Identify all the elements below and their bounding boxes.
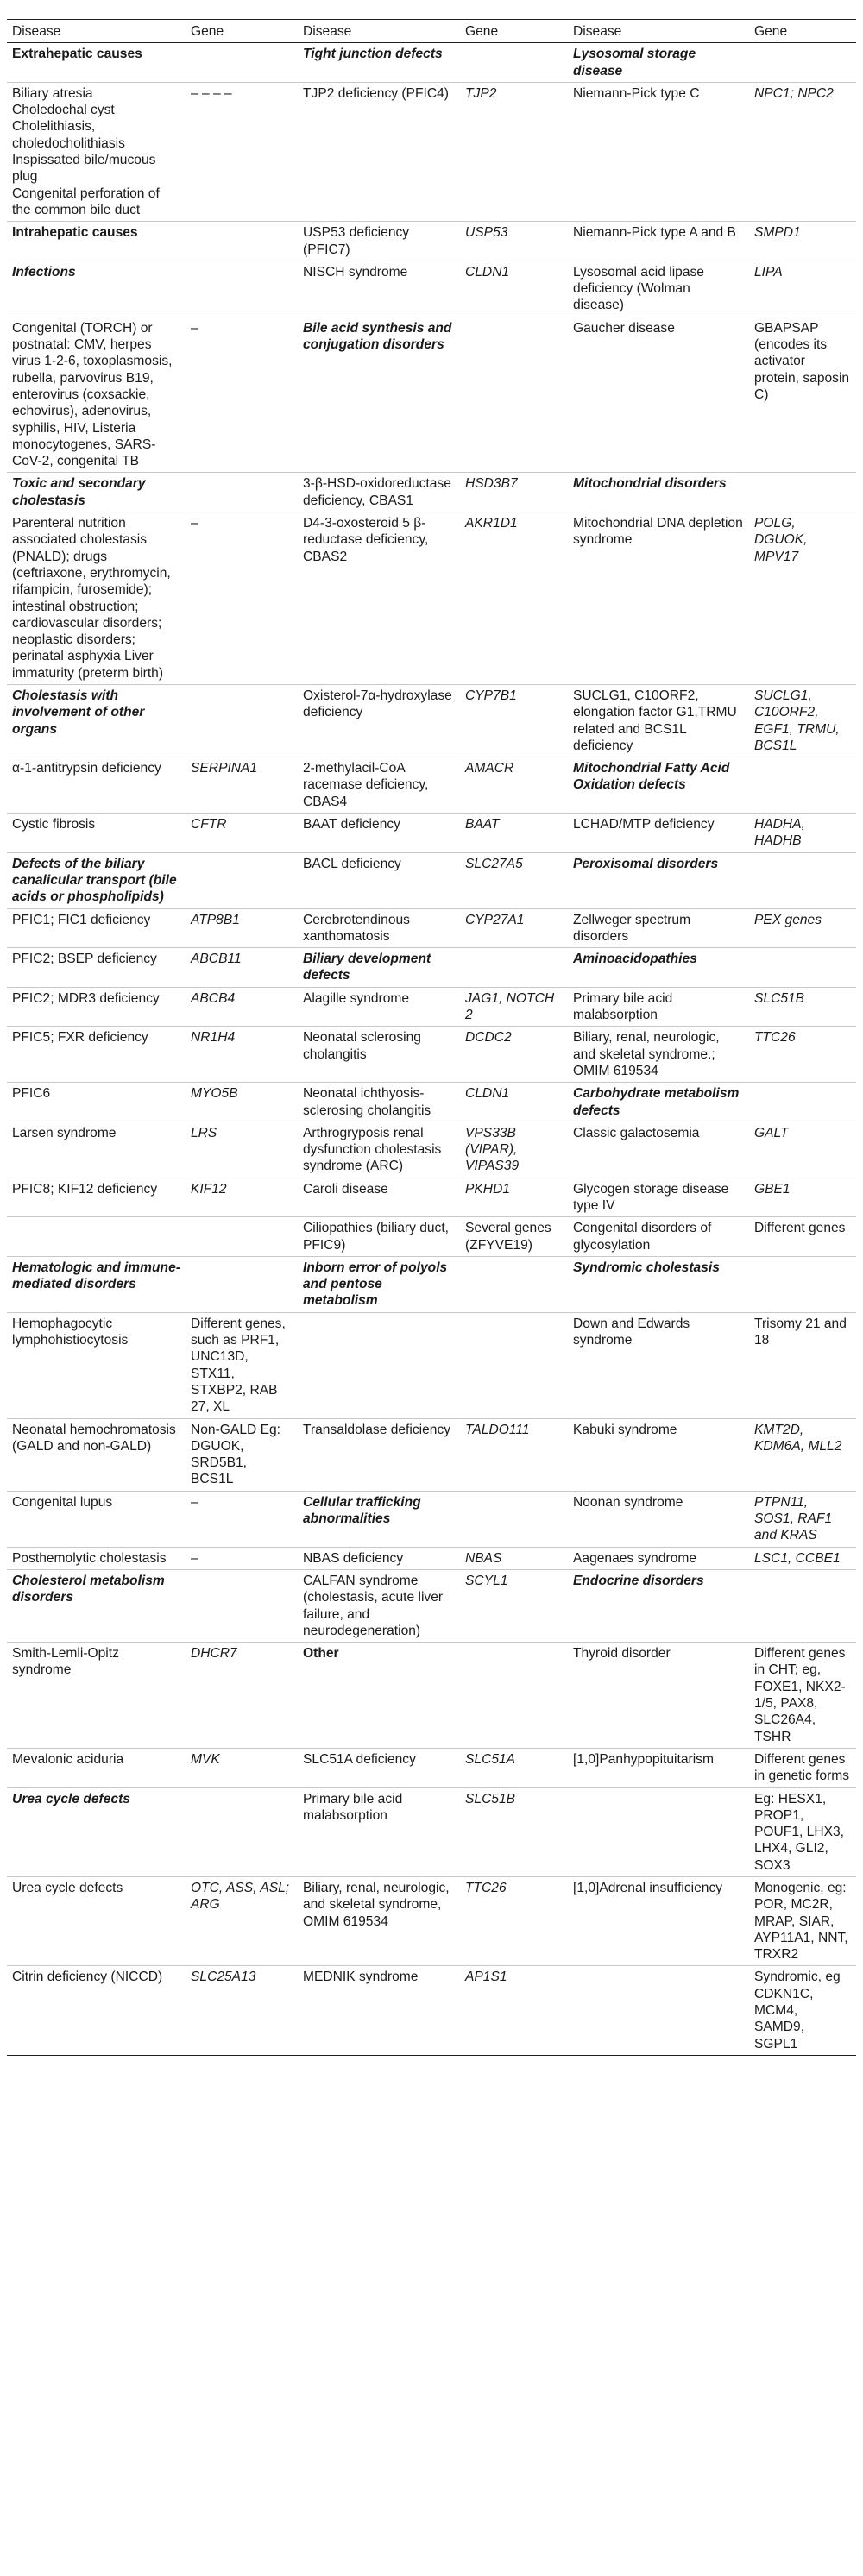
header-disease-1: Disease bbox=[7, 20, 186, 43]
cell-disease-3: Peroxisomal disorders bbox=[568, 852, 749, 908]
cell-disease-1: Cholesterol metabolism disorders bbox=[7, 1569, 186, 1642]
cell-disease-1: Urea cycle defects bbox=[7, 1787, 186, 1876]
cell-gene-2: CYP27A1 bbox=[460, 908, 568, 948]
cell-disease-3: Noonan syndrome bbox=[568, 1491, 749, 1547]
cell-gene-1 bbox=[186, 1569, 298, 1642]
cell-gene-2: AP1S1 bbox=[460, 1966, 568, 2055]
cell-disease-3: SUCLG1, C10ORF2, elongation factor G1,TRMU related and BCS1L deficiency bbox=[568, 684, 749, 757]
cell-gene-3: TTC26 bbox=[749, 1027, 856, 1083]
cell-disease-3: Carbohydrate metabolism defects bbox=[568, 1083, 749, 1122]
cell-gene-1 bbox=[186, 43, 298, 83]
cell-disease-1: Neonatal hemochromatosis (GALD and non-GALD) bbox=[7, 1418, 186, 1491]
cell-gene-3 bbox=[749, 1083, 856, 1122]
cell-disease-1: Parenteral nutrition associated cholestasis (PNALD); drugs (ceftriaxone, erythromycin, rifampicin, furosemide); intestinal obstruction; cardiovascular disorders; neoplastic disorders; perinatal asphyxia Liver immaturity (preterm birth) bbox=[7, 512, 186, 685]
cell-gene-3 bbox=[749, 852, 856, 908]
cell-gene-1: Different genes, such as PRF1, UNC13D, STX11, STXBP2, RAB 27, XL bbox=[186, 1312, 298, 1418]
cell-disease-1: PFIC8; KIF12 deficiency bbox=[7, 1178, 186, 1217]
cell-gene-3: GALT bbox=[749, 1122, 856, 1178]
table-row bbox=[7, 1491, 856, 1547]
table-row bbox=[7, 852, 856, 908]
cell-disease-2: MEDNIK syndrome bbox=[298, 1966, 460, 2055]
cell-gene-2: USP53 bbox=[460, 222, 568, 261]
cell-gene-3: SLC51B bbox=[749, 987, 856, 1027]
cell-gene-1: – bbox=[186, 512, 298, 685]
cell-gene-2: HSD3B7 bbox=[460, 473, 568, 512]
cell-disease-2: SLC51A deficiency bbox=[298, 1748, 460, 1787]
table-row bbox=[7, 317, 856, 473]
cell-gene-1: – – – – bbox=[186, 82, 298, 221]
cell-gene-2: AMACR bbox=[460, 757, 568, 814]
header-disease-2: Disease bbox=[298, 20, 460, 43]
cell-gene-1: ABCB11 bbox=[186, 948, 298, 988]
cell-gene-3: GBAPSAP (encodes its activator protein, saposin C) bbox=[749, 317, 856, 473]
cell-disease-3: [1,0]Panhypopituitarism bbox=[568, 1748, 749, 1787]
cell-disease-2: Arthrogryposis renal dysfunction cholestasis syndrome (ARC) bbox=[298, 1122, 460, 1178]
header-row bbox=[7, 20, 856, 43]
cell-disease-3: Thyroid disorder bbox=[568, 1643, 749, 1749]
cell-gene-2 bbox=[460, 1312, 568, 1418]
table-row bbox=[7, 1256, 856, 1312]
table-row bbox=[7, 814, 856, 853]
table-row bbox=[7, 82, 856, 221]
cell-gene-1 bbox=[186, 852, 298, 908]
cell-disease-3: Lysosomal acid lipase deficiency (Wolman disease) bbox=[568, 261, 749, 317]
table-row bbox=[7, 1122, 856, 1178]
cell-gene-1 bbox=[186, 222, 298, 261]
cell-gene-3: SMPD1 bbox=[749, 222, 856, 261]
cell-disease-2: Primary bile acid malabsorption bbox=[298, 1787, 460, 1876]
cell-gene-3: Trisomy 21 and 18 bbox=[749, 1312, 856, 1418]
cell-gene-3: PEX genes bbox=[749, 908, 856, 948]
cell-gene-1: SLC25A13 bbox=[186, 1966, 298, 2055]
cell-gene-3 bbox=[749, 948, 856, 988]
cell-disease-2: D4-3-oxosteroid 5 β-reductase deficiency, CBAS2 bbox=[298, 512, 460, 685]
cell-gene-3: Different genes bbox=[749, 1217, 856, 1257]
cell-gene-1 bbox=[186, 1217, 298, 1257]
cell-disease-3: LCHAD/MTP deficiency bbox=[568, 814, 749, 853]
cell-gene-1: DHCR7 bbox=[186, 1643, 298, 1749]
cell-disease-3: Mitochondrial Fatty Acid Oxidation defects bbox=[568, 757, 749, 814]
cell-disease-3: Aagenaes syndrome bbox=[568, 1547, 749, 1569]
cell-disease-2: 3-β-HSD-oxidoreductase deficiency, CBAS1 bbox=[298, 473, 460, 512]
table-row bbox=[7, 1217, 856, 1257]
table-row bbox=[7, 1312, 856, 1418]
cell-disease-1: Smith-Lemli-Opitz syndrome bbox=[7, 1643, 186, 1749]
disease-gene-table bbox=[7, 19, 856, 2056]
cell-gene-3: Syndromic, eg CDKN1C, MCM4, SAMD9, SGPL1 bbox=[749, 1966, 856, 2055]
cell-gene-3 bbox=[749, 757, 856, 814]
cell-gene-1: KIF12 bbox=[186, 1178, 298, 1217]
table-row bbox=[7, 1643, 856, 1749]
table-row bbox=[7, 222, 856, 261]
cell-gene-2 bbox=[460, 43, 568, 83]
cell-disease-1: Defects of the biliary canalicular transport (bile acids or phospholipids) bbox=[7, 852, 186, 908]
cell-gene-2: TJP2 bbox=[460, 82, 568, 221]
cell-gene-1 bbox=[186, 1787, 298, 1876]
cell-gene-2: PKHD1 bbox=[460, 1178, 568, 1217]
cell-gene-1: MVK bbox=[186, 1748, 298, 1787]
cell-gene-3: SUCLG1, C10ORF2, EGF1, TRMU, BCS1L bbox=[749, 684, 856, 757]
cell-disease-2: Alagille syndrome bbox=[298, 987, 460, 1027]
cell-disease-2: Cellular trafficking abnormalities bbox=[298, 1491, 460, 1547]
cell-disease-3 bbox=[568, 1966, 749, 2055]
cell-gene-2: CLDN1 bbox=[460, 261, 568, 317]
cell-disease-1: Urea cycle defects bbox=[7, 1876, 186, 1965]
cell-gene-2: SLC51A bbox=[460, 1748, 568, 1787]
cell-gene-2: SCYL1 bbox=[460, 1569, 568, 1642]
cell-gene-1: ABCB4 bbox=[186, 987, 298, 1027]
cell-gene-2: CYP7B1 bbox=[460, 684, 568, 757]
cell-gene-3 bbox=[749, 1569, 856, 1642]
cell-disease-3: Zellweger spectrum disorders bbox=[568, 908, 749, 948]
cell-gene-1: OTC, ASS, ASL; ARG bbox=[186, 1876, 298, 1965]
table-row bbox=[7, 1027, 856, 1083]
cell-disease-3: Classic galactosemia bbox=[568, 1122, 749, 1178]
cell-gene-2 bbox=[460, 948, 568, 988]
cell-gene-3: Monogenic, eg: POR, MC2R, MRAP, SIAR, AYP11A1, NNT, TRXR2 bbox=[749, 1876, 856, 1965]
cell-gene-1 bbox=[186, 1256, 298, 1312]
table-row bbox=[7, 948, 856, 988]
cell-gene-1: CFTR bbox=[186, 814, 298, 853]
cell-disease-1: PFIC6 bbox=[7, 1083, 186, 1122]
table-row bbox=[7, 1418, 856, 1491]
table-row bbox=[7, 43, 856, 83]
cell-disease-2: 2-methylacil-CoA racemase deficiency, CBAS4 bbox=[298, 757, 460, 814]
cell-disease-3: Primary bile acid malabsorption bbox=[568, 987, 749, 1027]
cell-disease-3: Endocrine disorders bbox=[568, 1569, 749, 1642]
cell-disease-1: Extrahepatic causes bbox=[7, 43, 186, 83]
cell-disease-2: Bile acid synthesis and conjugation disorders bbox=[298, 317, 460, 473]
cell-gene-1: MYO5B bbox=[186, 1083, 298, 1122]
cell-disease-3: Mitochondrial DNA depletion syndrome bbox=[568, 512, 749, 685]
cell-disease-2: Biliary development defects bbox=[298, 948, 460, 988]
cell-gene-2 bbox=[460, 1491, 568, 1547]
cell-disease-2: Neonatal sclerosing cholangitis bbox=[298, 1027, 460, 1083]
cell-disease-3: Biliary, renal, neurologic, and skeletal syndrome.; OMIM 619534 bbox=[568, 1027, 749, 1083]
cell-disease-1: Cystic fibrosis bbox=[7, 814, 186, 853]
table-row bbox=[7, 1569, 856, 1642]
cell-gene-3 bbox=[749, 1256, 856, 1312]
cell-disease-1: Hematologic and immune-mediated disorders bbox=[7, 1256, 186, 1312]
cell-disease-2: Cerebrotendinous xanthomatosis bbox=[298, 908, 460, 948]
cell-gene-2 bbox=[460, 317, 568, 473]
cell-disease-1: Toxic and secondary cholestasis bbox=[7, 473, 186, 512]
cell-disease-3: Niemann-Pick type C bbox=[568, 82, 749, 221]
cell-gene-1 bbox=[186, 261, 298, 317]
cell-disease-2: Tight junction defects bbox=[298, 43, 460, 83]
cell-disease-1: Mevalonic aciduria bbox=[7, 1748, 186, 1787]
cell-gene-2: BAAT bbox=[460, 814, 568, 853]
cell-disease-1: Posthemolytic cholestasis bbox=[7, 1547, 186, 1569]
cell-gene-2: SLC27A5 bbox=[460, 852, 568, 908]
cell-gene-3: KMT2D, KDM6A, MLL2 bbox=[749, 1418, 856, 1491]
table-row bbox=[7, 1966, 856, 2055]
cell-gene-1: NR1H4 bbox=[186, 1027, 298, 1083]
table-row bbox=[7, 987, 856, 1027]
cell-disease-2: Transaldolase deficiency bbox=[298, 1418, 460, 1491]
cell-disease-1: PFIC2; MDR3 deficiency bbox=[7, 987, 186, 1027]
cell-gene-3 bbox=[749, 473, 856, 512]
table-row bbox=[7, 1748, 856, 1787]
cell-gene-3: POLG, DGUOK, MPV17 bbox=[749, 512, 856, 685]
table-row bbox=[7, 908, 856, 948]
cell-disease-2: Other bbox=[298, 1643, 460, 1749]
cell-gene-2: VPS33B (VIPAR), VIPAS39 bbox=[460, 1122, 568, 1178]
cell-disease-1: Infections bbox=[7, 261, 186, 317]
cell-gene-1: – bbox=[186, 1547, 298, 1569]
cell-disease-1: PFIC5; FXR deficiency bbox=[7, 1027, 186, 1083]
cell-disease-3: Glycogen storage disease type IV bbox=[568, 1178, 749, 1217]
table-row bbox=[7, 261, 856, 317]
cell-disease-1: Citrin deficiency (NICCD) bbox=[7, 1966, 186, 2055]
header-gene-1: Gene bbox=[186, 20, 298, 43]
cell-disease-3: Congenital disorders of glycosylation bbox=[568, 1217, 749, 1257]
table-row bbox=[7, 1083, 856, 1122]
table-row bbox=[7, 1547, 856, 1569]
table-row bbox=[7, 757, 856, 814]
cell-gene-2: TALDO111 bbox=[460, 1418, 568, 1491]
table-row bbox=[7, 684, 856, 757]
cell-disease-3: Aminoacidopathies bbox=[568, 948, 749, 988]
cell-disease-3 bbox=[568, 1787, 749, 1876]
cell-gene-3: PTPN11, SOS1, RAF1 and KRAS bbox=[749, 1491, 856, 1547]
cell-disease-1: Cholestasis with involvement of other organs bbox=[7, 684, 186, 757]
cell-disease-2: BACL deficiency bbox=[298, 852, 460, 908]
cell-disease-1 bbox=[7, 1217, 186, 1257]
cell-gene-2: AKR1D1 bbox=[460, 512, 568, 685]
cell-gene-2 bbox=[460, 1643, 568, 1749]
cell-gene-1: SERPINA1 bbox=[186, 757, 298, 814]
table-row bbox=[7, 1876, 856, 1965]
cell-gene-2: CLDN1 bbox=[460, 1083, 568, 1122]
cell-gene-3: LIPA bbox=[749, 261, 856, 317]
cell-gene-2: Several genes (ZFYVE19) bbox=[460, 1217, 568, 1257]
cell-disease-2: Ciliopathies (biliary duct, PFIC9) bbox=[298, 1217, 460, 1257]
cell-disease-1: α-1-antitrypsin deficiency bbox=[7, 757, 186, 814]
table-body bbox=[7, 43, 856, 2056]
cell-gene-2: NBAS bbox=[460, 1547, 568, 1569]
cell-gene-3: Different genes in genetic forms bbox=[749, 1748, 856, 1787]
cell-gene-3: Eg: HESX1, PROP1, POUF1, LHX3, LHX4, GLI2, SOX3 bbox=[749, 1787, 856, 1876]
cell-gene-1: ATP8B1 bbox=[186, 908, 298, 948]
header-disease-3: Disease bbox=[568, 20, 749, 43]
cell-disease-3: Kabuki syndrome bbox=[568, 1418, 749, 1491]
cell-disease-1: Congenital (TORCH) or postnatal: CMV, herpes virus 1-2-6, toxoplasmosis, rubella, parvovirus B19, enterovirus (coxsackie, echovirus), adenovirus, syphilis, HIV, Listeria monocytogenes, SARS-CoV-2, congenital TB bbox=[7, 317, 186, 473]
cell-disease-2: BAAT deficiency bbox=[298, 814, 460, 853]
cell-disease-2: NBAS deficiency bbox=[298, 1547, 460, 1569]
cell-disease-2: Caroli disease bbox=[298, 1178, 460, 1217]
cell-gene-1: – bbox=[186, 1491, 298, 1547]
table-row bbox=[7, 512, 856, 685]
cell-disease-2: Inborn error of polyols and pentose metabolism bbox=[298, 1256, 460, 1312]
table-row bbox=[7, 1787, 856, 1876]
cell-disease-2 bbox=[298, 1312, 460, 1418]
cell-gene-1: LRS bbox=[186, 1122, 298, 1178]
cell-disease-1: Larsen syndrome bbox=[7, 1122, 186, 1178]
cell-disease-2: Biliary, renal, neurologic, and skeletal syndrome, OMIM 619534 bbox=[298, 1876, 460, 1965]
cell-disease-3: Gaucher disease bbox=[568, 317, 749, 473]
cell-gene-2: JAG1, NOTCH 2 bbox=[460, 987, 568, 1027]
cell-disease-1: Congenital lupus bbox=[7, 1491, 186, 1547]
cell-gene-1: – bbox=[186, 317, 298, 473]
cell-gene-3: Different genes in CHT; eg, FOXE1, NKX2-1/5, PAX8, SLC26A4, TSHR bbox=[749, 1643, 856, 1749]
cell-gene-1: Non-GALD Eg: DGUOK, SRD5B1, BCS1L bbox=[186, 1418, 298, 1491]
header-gene-2: Gene bbox=[460, 20, 568, 43]
cell-gene-2: DCDC2 bbox=[460, 1027, 568, 1083]
cell-gene-2 bbox=[460, 1256, 568, 1312]
header-gene-3: Gene bbox=[749, 20, 856, 43]
cell-disease-2: Neonatal ichthyosis-sclerosing cholangitis bbox=[298, 1083, 460, 1122]
cell-disease-1: Hemophagocytic lymphohistiocytosis bbox=[7, 1312, 186, 1418]
cell-gene-3: GBE1 bbox=[749, 1178, 856, 1217]
cell-disease-3: Down and Edwards syndrome bbox=[568, 1312, 749, 1418]
cell-disease-2: CALFAN syndrome (cholestasis, acute liver failure, and neurodegeneration) bbox=[298, 1569, 460, 1642]
cell-disease-3: Lysosomal storage disease bbox=[568, 43, 749, 83]
cell-gene-2: TTC26 bbox=[460, 1876, 568, 1965]
cell-disease-2: NISCH syndrome bbox=[298, 261, 460, 317]
cell-disease-3: Niemann-Pick type A and B bbox=[568, 222, 749, 261]
table-row bbox=[7, 473, 856, 512]
cell-disease-1: Biliary atresia Choledochal cyst Cholelithiasis, choledocholithiasis Inspissated bile/mucous plug Congenital perforation of the common bile duct bbox=[7, 82, 186, 221]
cell-gene-3: NPC1; NPC2 bbox=[749, 82, 856, 221]
cell-gene-2: SLC51B bbox=[460, 1787, 568, 1876]
cell-gene-3 bbox=[749, 43, 856, 83]
cell-gene-1 bbox=[186, 684, 298, 757]
cell-disease-1: PFIC1; FIC1 deficiency bbox=[7, 908, 186, 948]
cell-disease-3: Mitochondrial disorders bbox=[568, 473, 749, 512]
cell-gene-1 bbox=[186, 473, 298, 512]
cell-disease-2: USP53 deficiency (PFIC7) bbox=[298, 222, 460, 261]
cell-disease-1: PFIC2; BSEP deficiency bbox=[7, 948, 186, 988]
cell-disease-3: [1,0]Adrenal insufficiency bbox=[568, 1876, 749, 1965]
cell-gene-3: HADHA, HADHB bbox=[749, 814, 856, 853]
cell-gene-3: LSC1, CCBE1 bbox=[749, 1547, 856, 1569]
cell-disease-2: TJP2 deficiency (PFIC4) bbox=[298, 82, 460, 221]
cell-disease-3: Syndromic cholestasis bbox=[568, 1256, 749, 1312]
cell-disease-2: Oxisterol-7α-hydroxylase deficiency bbox=[298, 684, 460, 757]
table-row bbox=[7, 1178, 856, 1217]
cell-disease-1: Intrahepatic causes bbox=[7, 222, 186, 261]
